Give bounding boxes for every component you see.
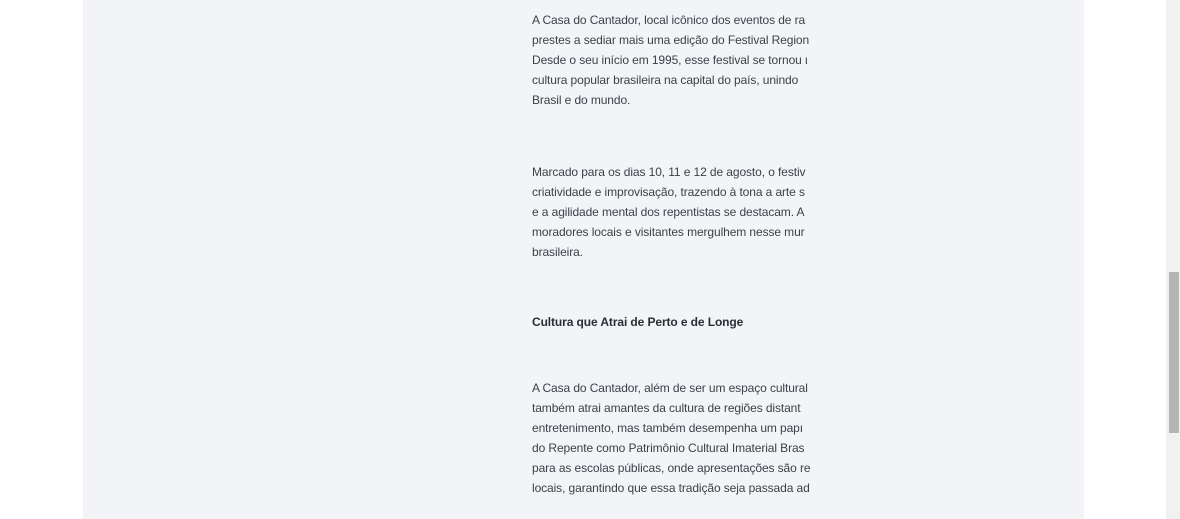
section-heading: Cultura que Atrai de Perto e de Longe	[532, 315, 744, 329]
paragraph-line: criatividade e improvisação, trazendo à tona a arte s	[532, 185, 805, 199]
vertical-scrollbar-thumb[interactable]	[1169, 272, 1179, 433]
paragraph-line: também atrai amantes da cultura de regiões distant	[532, 401, 801, 415]
article-paragraph-2	[532, 162, 814, 262]
paragraph-line: e a agilidade mental dos repentistas se destacam. A	[532, 205, 805, 219]
paragraph-line: Brasil e do mundo.	[532, 93, 631, 107]
paragraph-line: brasileira.	[532, 245, 583, 259]
paragraph-line: Marcado para os dias 10, 11 e 12 de agosto, o festiv	[532, 165, 806, 179]
paragraph-line: A Casa do Cantador, local icônico dos eventos de ra	[532, 13, 806, 27]
paragraph-line: A Casa do Cantador, além de ser um espaço cultural	[532, 381, 808, 395]
paragraph-line: cultura popular brasileira na capital do país, unindo	[532, 73, 799, 87]
paragraph-line: para as escolas públicas, onde apresentações são re	[532, 461, 811, 475]
article-paragraph-3	[532, 378, 814, 498]
article-body	[532, 0, 814, 519]
paragraph-line: prestes a sediar mais uma edição do Festival Region	[532, 33, 810, 47]
paragraph-line: locais, garantindo que essa tradição seja passada ad	[532, 481, 810, 495]
paragraph-line: do Repente como Patrimônio Cultural Imaterial Bras	[532, 441, 805, 455]
paragraph-line: entretenimento, mas também desempenha um papı	[532, 421, 803, 435]
article-paragraph-1	[532, 10, 814, 110]
paragraph-line: moradores locais e visitantes mergulhem nesse mur	[532, 225, 805, 239]
paragraph-line: Desde o seu início em 1995, esse festival se tornou ι	[532, 53, 808, 67]
vertical-scrollbar-track[interactable]	[1166, 0, 1180, 519]
